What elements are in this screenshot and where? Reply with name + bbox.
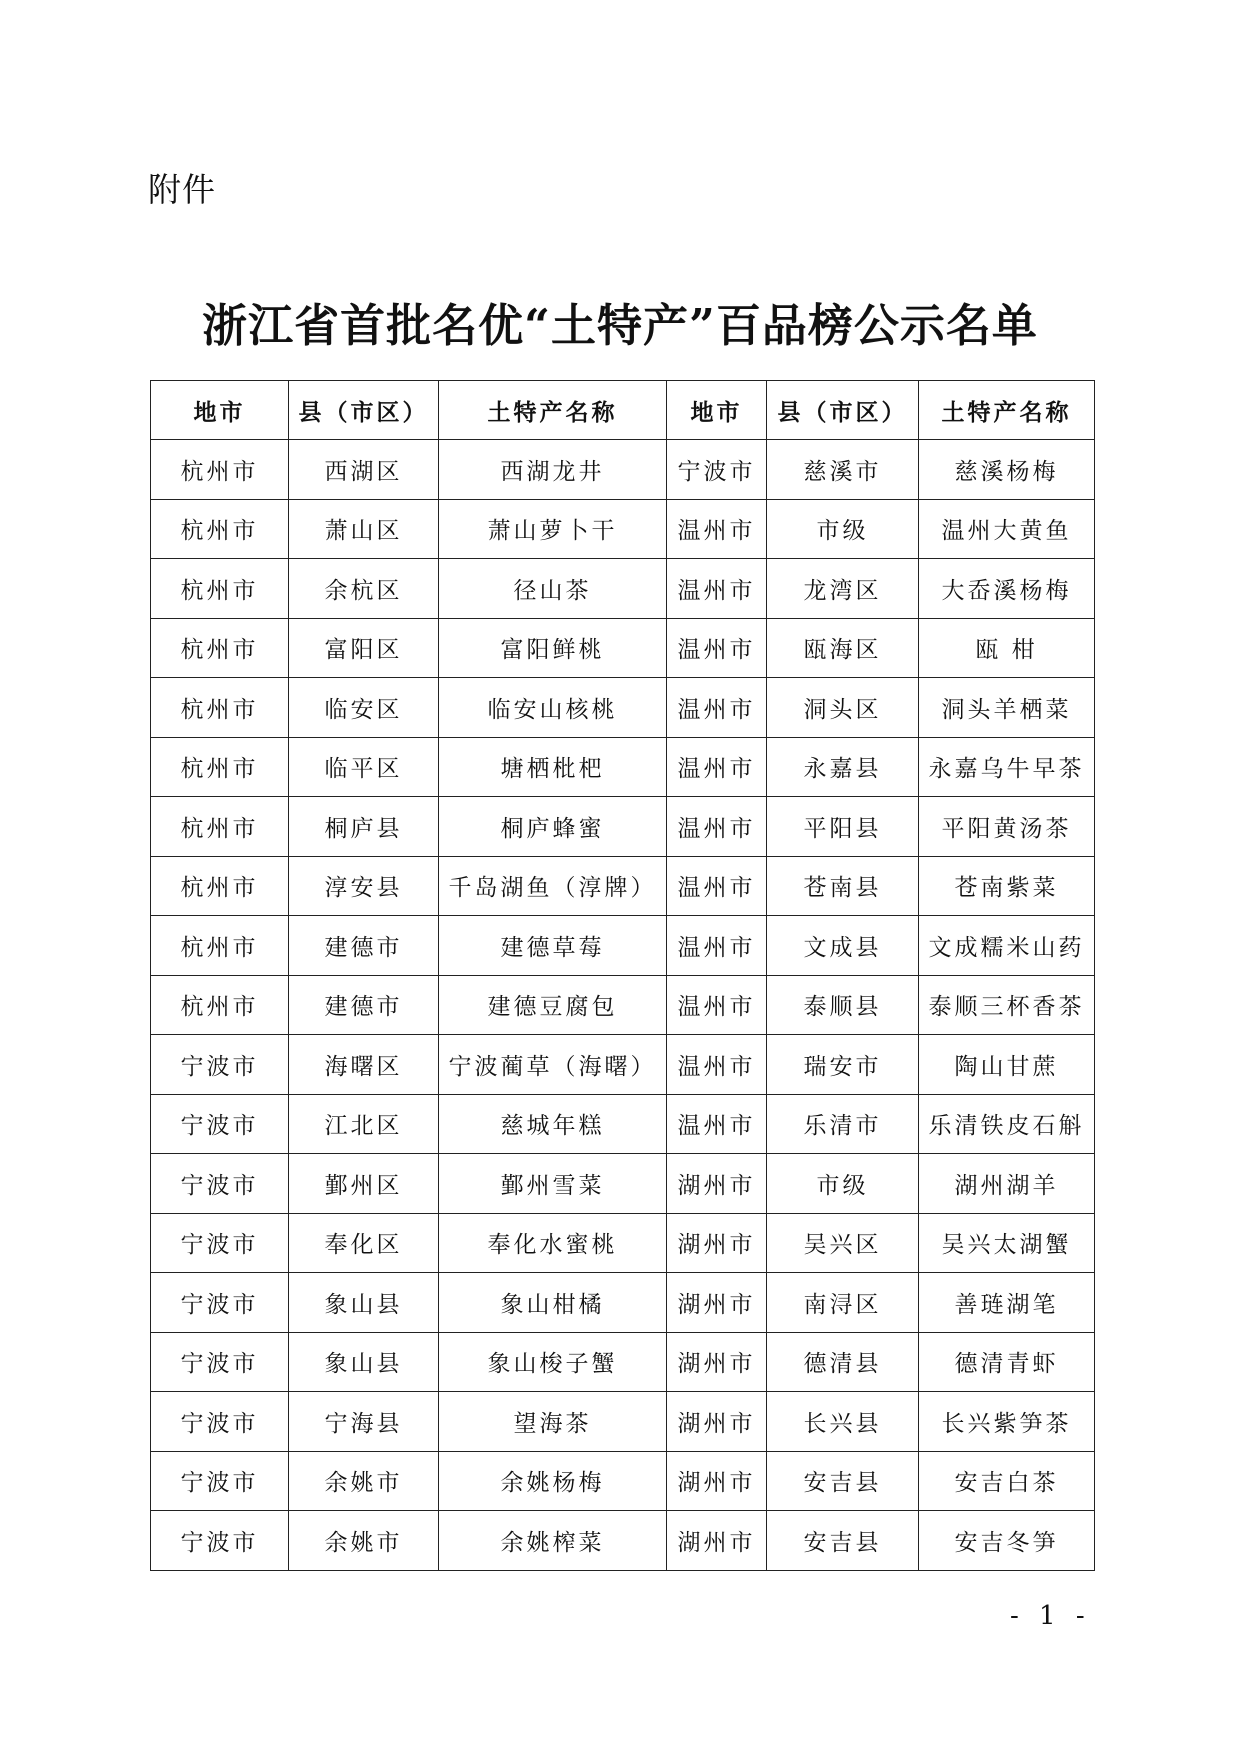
table-row	[151, 1035, 1095, 1095]
table-header-row	[151, 381, 1095, 440]
cell-product: 洞头羊栖菜	[919, 678, 1095, 738]
cell-city: 温州市	[667, 1035, 767, 1095]
cell-county: 瑞安市	[767, 1035, 919, 1095]
cell-county: 苍南县	[767, 856, 919, 916]
cell-county: 平阳县	[767, 797, 919, 857]
cell-city: 宁波市	[151, 1451, 289, 1511]
cell-product: 象山梭子蟹	[439, 1332, 667, 1392]
cell-county: 宁海县	[289, 1392, 439, 1452]
cell-county: 余姚市	[289, 1511, 439, 1571]
cell-product: 安吉白茶	[919, 1451, 1095, 1511]
header-county-right: 县（市区）	[767, 381, 919, 440]
cell-county: 长兴县	[767, 1392, 919, 1452]
cell-product: 大岙溪杨梅	[919, 559, 1095, 619]
cell-city: 杭州市	[151, 916, 289, 976]
table-row	[151, 618, 1095, 678]
cell-product: 陶山甘蔗	[919, 1035, 1095, 1095]
cell-product: 泰顺三杯香茶	[919, 975, 1095, 1035]
product-list-table	[150, 380, 1095, 1571]
cell-product: 宁波蔺草（海曙）	[439, 1035, 667, 1095]
table-row	[151, 1511, 1095, 1571]
cell-product: 望海茶	[439, 1392, 667, 1452]
cell-county: 德清县	[767, 1332, 919, 1392]
cell-city: 杭州市	[151, 797, 289, 857]
header-product-left: 土特产名称	[439, 381, 667, 440]
cell-product: 建德草莓	[439, 916, 667, 976]
cell-city: 宁波市	[151, 1035, 289, 1095]
cell-product: 安吉冬笋	[919, 1511, 1095, 1571]
table-row	[151, 499, 1095, 559]
cell-product: 临安山核桃	[439, 678, 667, 738]
cell-city: 杭州市	[151, 499, 289, 559]
cell-city: 湖州市	[667, 1511, 767, 1571]
cell-city: 湖州市	[667, 1392, 767, 1452]
cell-product: 长兴紫笋茶	[919, 1392, 1095, 1452]
cell-product: 塘栖枇杷	[439, 737, 667, 797]
table-row	[151, 1273, 1095, 1333]
cell-county: 吴兴区	[767, 1213, 919, 1273]
cell-city: 宁波市	[151, 1332, 289, 1392]
cell-county: 富阳区	[289, 618, 439, 678]
cell-county: 瓯海区	[767, 618, 919, 678]
cell-product: 永嘉乌牛早茶	[919, 737, 1095, 797]
cell-city: 宁波市	[667, 440, 767, 500]
header-city-left: 地市	[151, 381, 289, 440]
cell-city: 温州市	[667, 559, 767, 619]
cell-city: 温州市	[667, 1094, 767, 1154]
cell-city: 杭州市	[151, 559, 289, 619]
cell-product: 鄞州雪菜	[439, 1154, 667, 1214]
cell-city: 杭州市	[151, 737, 289, 797]
cell-city: 湖州市	[667, 1213, 767, 1273]
cell-city: 温州市	[667, 678, 767, 738]
table-row	[151, 559, 1095, 619]
page-number: - 1 -	[1010, 1601, 1091, 1631]
cell-product: 吴兴太湖蟹	[919, 1213, 1095, 1273]
table-body	[151, 440, 1095, 1571]
cell-county: 龙湾区	[767, 559, 919, 619]
cell-city: 杭州市	[151, 975, 289, 1035]
table-row	[151, 856, 1095, 916]
cell-county: 文成县	[767, 916, 919, 976]
cell-city: 温州市	[667, 618, 767, 678]
cell-product: 桐庐蜂蜜	[439, 797, 667, 857]
table-row	[151, 1332, 1095, 1392]
table-row	[151, 1213, 1095, 1273]
table-row	[151, 737, 1095, 797]
cell-county: 余杭区	[289, 559, 439, 619]
cell-city: 湖州市	[667, 1154, 767, 1214]
table-row	[151, 916, 1095, 976]
cell-county: 奉化区	[289, 1213, 439, 1273]
cell-city: 温州市	[667, 916, 767, 976]
cell-county: 临平区	[289, 737, 439, 797]
cell-county: 桐庐县	[289, 797, 439, 857]
cell-product: 湖州湖羊	[919, 1154, 1095, 1214]
cell-county: 萧山区	[289, 499, 439, 559]
cell-city: 湖州市	[667, 1332, 767, 1392]
cell-county: 市级	[767, 499, 919, 559]
cell-county: 泰顺县	[767, 975, 919, 1035]
header-product-right: 土特产名称	[919, 381, 1095, 440]
cell-county: 象山县	[289, 1332, 439, 1392]
cell-product: 富阳鲜桃	[439, 618, 667, 678]
header-city-right: 地市	[667, 381, 767, 440]
cell-product: 余姚榨菜	[439, 1511, 667, 1571]
cell-city: 宁波市	[151, 1273, 289, 1333]
cell-city: 温州市	[667, 856, 767, 916]
table-row	[151, 797, 1095, 857]
cell-county: 市级	[767, 1154, 919, 1214]
cell-product: 慈城年糕	[439, 1094, 667, 1154]
cell-county: 永嘉县	[767, 737, 919, 797]
document-title: 浙江省首批名优“土特产”百品榜公示名单	[202, 299, 1038, 352]
cell-county: 余姚市	[289, 1451, 439, 1511]
cell-city: 杭州市	[151, 618, 289, 678]
cell-county: 象山县	[289, 1273, 439, 1333]
cell-product: 奉化水蜜桃	[439, 1213, 667, 1273]
cell-county: 建德市	[289, 975, 439, 1035]
table-row	[151, 678, 1095, 738]
cell-product: 余姚杨梅	[439, 1451, 667, 1511]
cell-county: 安吉县	[767, 1511, 919, 1571]
cell-product: 千岛湖鱼（淳牌）	[439, 856, 667, 916]
cell-product: 象山柑橘	[439, 1273, 667, 1333]
cell-product: 径山茶	[439, 559, 667, 619]
cell-city: 湖州市	[667, 1451, 767, 1511]
cell-county: 安吉县	[767, 1451, 919, 1511]
cell-county: 南浔区	[767, 1273, 919, 1333]
cell-product: 西湖龙井	[439, 440, 667, 500]
cell-city: 温州市	[667, 797, 767, 857]
table-row	[151, 440, 1095, 500]
table-row	[151, 1392, 1095, 1452]
cell-county: 洞头区	[767, 678, 919, 738]
cell-product: 萧山萝卜干	[439, 499, 667, 559]
cell-city: 温州市	[667, 499, 767, 559]
cell-city: 温州市	[667, 737, 767, 797]
cell-city: 杭州市	[151, 440, 289, 500]
cell-city: 宁波市	[151, 1213, 289, 1273]
cell-product: 乐清铁皮石斛	[919, 1094, 1095, 1154]
cell-county: 慈溪市	[767, 440, 919, 500]
cell-product: 善琏湖笔	[919, 1273, 1095, 1333]
cell-city: 宁波市	[151, 1511, 289, 1571]
cell-city: 宁波市	[151, 1154, 289, 1214]
cell-product: 温州大黄鱼	[919, 499, 1095, 559]
cell-county: 鄞州区	[289, 1154, 439, 1214]
table-row	[151, 1094, 1095, 1154]
cell-product: 德清青虾	[919, 1332, 1095, 1392]
cell-county: 建德市	[289, 916, 439, 976]
cell-county: 江北区	[289, 1094, 439, 1154]
attachment-label: 附件	[148, 170, 216, 209]
cell-product: 瓯 柑	[919, 618, 1095, 678]
cell-county: 淳安县	[289, 856, 439, 916]
table-row	[151, 975, 1095, 1035]
cell-city: 杭州市	[151, 678, 289, 738]
cell-city: 湖州市	[667, 1273, 767, 1333]
cell-product: 慈溪杨梅	[919, 440, 1095, 500]
cell-city: 宁波市	[151, 1094, 289, 1154]
header-county-left: 县（市区）	[289, 381, 439, 440]
cell-county: 海曙区	[289, 1035, 439, 1095]
cell-city: 杭州市	[151, 856, 289, 916]
table-row	[151, 1451, 1095, 1511]
cell-product: 建德豆腐包	[439, 975, 667, 1035]
cell-county: 乐清市	[767, 1094, 919, 1154]
cell-product: 平阳黄汤茶	[919, 797, 1095, 857]
cell-product: 苍南紫菜	[919, 856, 1095, 916]
cell-product: 文成糯米山药	[919, 916, 1095, 976]
cell-county: 临安区	[289, 678, 439, 738]
table-row	[151, 1154, 1095, 1214]
cell-city: 温州市	[667, 975, 767, 1035]
cell-county: 西湖区	[289, 440, 439, 500]
cell-city: 宁波市	[151, 1392, 289, 1452]
